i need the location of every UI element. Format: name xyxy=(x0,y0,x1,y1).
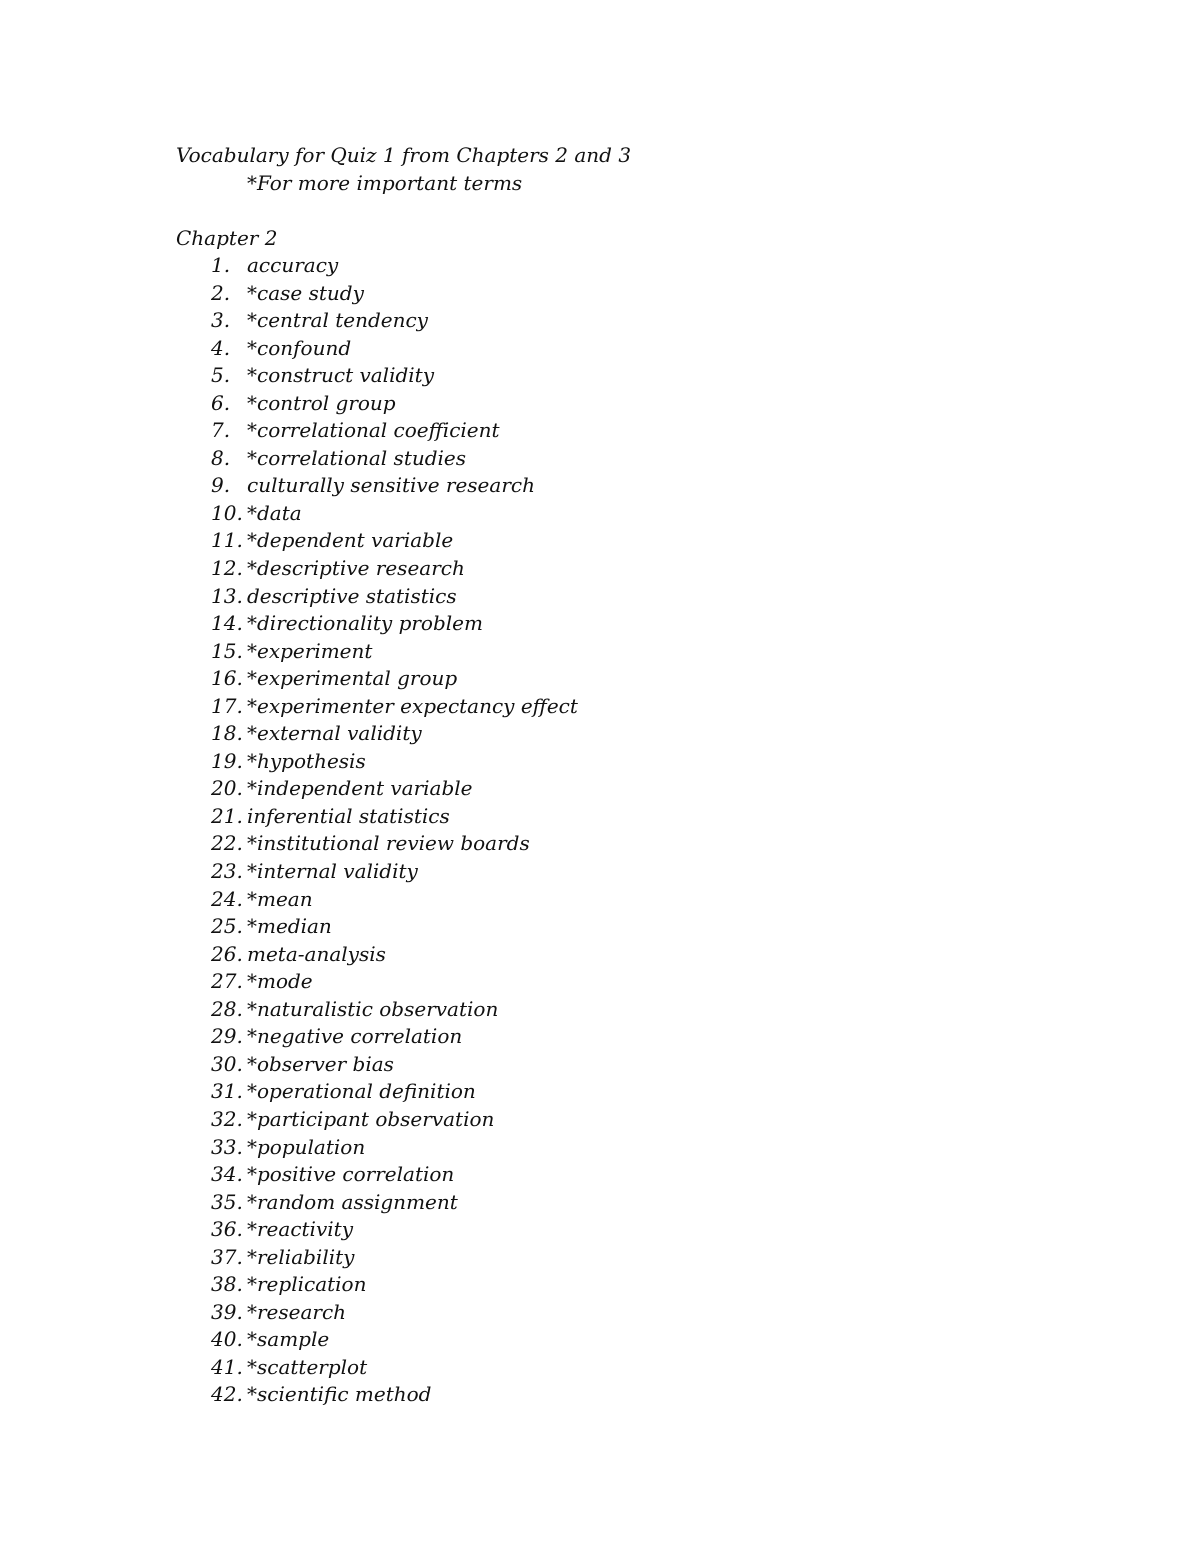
list-item-term: *scatterplot xyxy=(247,1354,368,1379)
list-item-term: *negative correlation xyxy=(247,1024,463,1049)
list-item-term: *population xyxy=(247,1134,366,1159)
list-item-number: 8. xyxy=(211,445,231,470)
list-item-term: *external validity xyxy=(247,721,422,746)
list-item-number: 24. xyxy=(211,886,243,911)
list-item-term: *correlational studies xyxy=(247,445,467,470)
document-subtitle: *For more important terms xyxy=(247,171,523,195)
list-item-number: 16. xyxy=(211,666,243,691)
list-item-term: *control group xyxy=(247,390,396,415)
list-item-term: *internal validity xyxy=(247,859,418,884)
list-item-term: *participant observation xyxy=(247,1106,495,1131)
list-item-term: *observer bias xyxy=(247,1051,394,1076)
list-item-number: 6. xyxy=(211,390,231,415)
list-item-number: 41. xyxy=(211,1354,243,1379)
list-item-number: 4. xyxy=(211,335,231,360)
list-item-term: descriptive statistics xyxy=(247,583,457,608)
list-item-term: *research xyxy=(247,1299,347,1324)
list-item-term: *median xyxy=(247,914,332,939)
list-item-number: 20. xyxy=(211,776,243,801)
list-item-number: 3. xyxy=(211,308,231,333)
list-item-number: 33. xyxy=(211,1134,243,1159)
list-item-term: *naturalistic observation xyxy=(247,996,499,1021)
list-item-number: 17. xyxy=(211,693,243,718)
list-item-term: accuracy xyxy=(247,253,339,277)
list-item-number: 25. xyxy=(211,914,243,939)
list-item-number: 13. xyxy=(211,583,243,608)
list-item-term: *central tendency xyxy=(247,308,428,333)
list-item-number: 40. xyxy=(211,1327,243,1352)
list-item-term: *dependent variable xyxy=(247,528,454,553)
list-item-term: *reliability xyxy=(247,1244,355,1269)
list-item-number: 5. xyxy=(211,363,231,388)
list-item-number: 15. xyxy=(211,638,243,663)
chapter-heading: Chapter 2 xyxy=(176,226,278,250)
list-item-term: inferential statistics xyxy=(247,803,450,828)
list-item-term: *institutional review boards xyxy=(247,831,530,856)
list-item-number: 21. xyxy=(211,803,243,828)
list-item-number: 38. xyxy=(211,1272,243,1297)
list-item-term: *data xyxy=(247,500,302,525)
list-item-term: culturally sensitive research xyxy=(247,473,535,498)
list-item-number: 26. xyxy=(211,941,243,966)
list-item-term: *construct validity xyxy=(247,363,435,388)
list-item-number: 14. xyxy=(211,611,243,636)
list-item-number: 29. xyxy=(211,1024,243,1049)
list-item-number: 35. xyxy=(211,1189,243,1214)
list-item-number: 19. xyxy=(211,748,243,773)
list-item-term: *mean xyxy=(247,886,313,911)
list-item-term: *confound xyxy=(247,335,352,360)
list-item-term: *descriptive research xyxy=(247,556,465,581)
list-item-number: 27. xyxy=(211,969,243,994)
list-item-term: *scientific method xyxy=(247,1382,432,1407)
list-item-number: 30. xyxy=(211,1051,243,1076)
list-item-number: 32. xyxy=(211,1106,243,1131)
list-item-term: *correlational coefficient xyxy=(247,418,500,443)
list-item-number: 37. xyxy=(211,1244,243,1269)
list-item-number: 23. xyxy=(211,859,243,884)
list-item-term: *mode xyxy=(247,969,313,994)
list-item-term: *replication xyxy=(247,1272,367,1297)
list-item-number: 31. xyxy=(211,1079,243,1104)
list-item-number: 1. xyxy=(211,253,231,277)
list-item-number: 36. xyxy=(211,1217,243,1242)
list-item-term: *experimenter expectancy effect xyxy=(247,693,578,718)
list-item-term: *experiment xyxy=(247,638,373,663)
list-item-number: 9. xyxy=(211,473,231,498)
list-item-term: *random assignment xyxy=(247,1189,458,1214)
list-item-term: *sample xyxy=(247,1327,330,1352)
list-item-term: *positive correlation xyxy=(247,1162,455,1187)
list-item-number: 2. xyxy=(211,280,231,305)
list-item-number: 22. xyxy=(211,831,243,856)
list-item-term: *independent variable xyxy=(247,776,473,801)
list-item-term: *case study xyxy=(247,280,364,305)
list-item-number: 12. xyxy=(211,556,243,581)
list-item-number: 11. xyxy=(211,528,243,553)
list-item-number: 42. xyxy=(211,1382,243,1407)
list-item-term: *experimental group xyxy=(247,666,458,691)
list-item-number: 10. xyxy=(211,500,243,525)
list-item-term: *operational definition xyxy=(247,1079,476,1104)
document-title: Vocabulary for Quiz 1 from Chapters 2 and 3 xyxy=(176,143,632,167)
list-item-number: 39. xyxy=(211,1299,243,1324)
list-item-term: *directionality problem xyxy=(247,611,483,636)
list-item-term: meta-analysis xyxy=(247,941,386,966)
list-item-number: 34. xyxy=(211,1162,243,1187)
list-item-term: *reactivity xyxy=(247,1217,353,1242)
list-item-number: 7. xyxy=(211,418,231,443)
list-item-term: *hypothesis xyxy=(247,748,366,773)
list-item-number: 28. xyxy=(211,996,243,1021)
list-item-number: 18. xyxy=(211,721,243,746)
